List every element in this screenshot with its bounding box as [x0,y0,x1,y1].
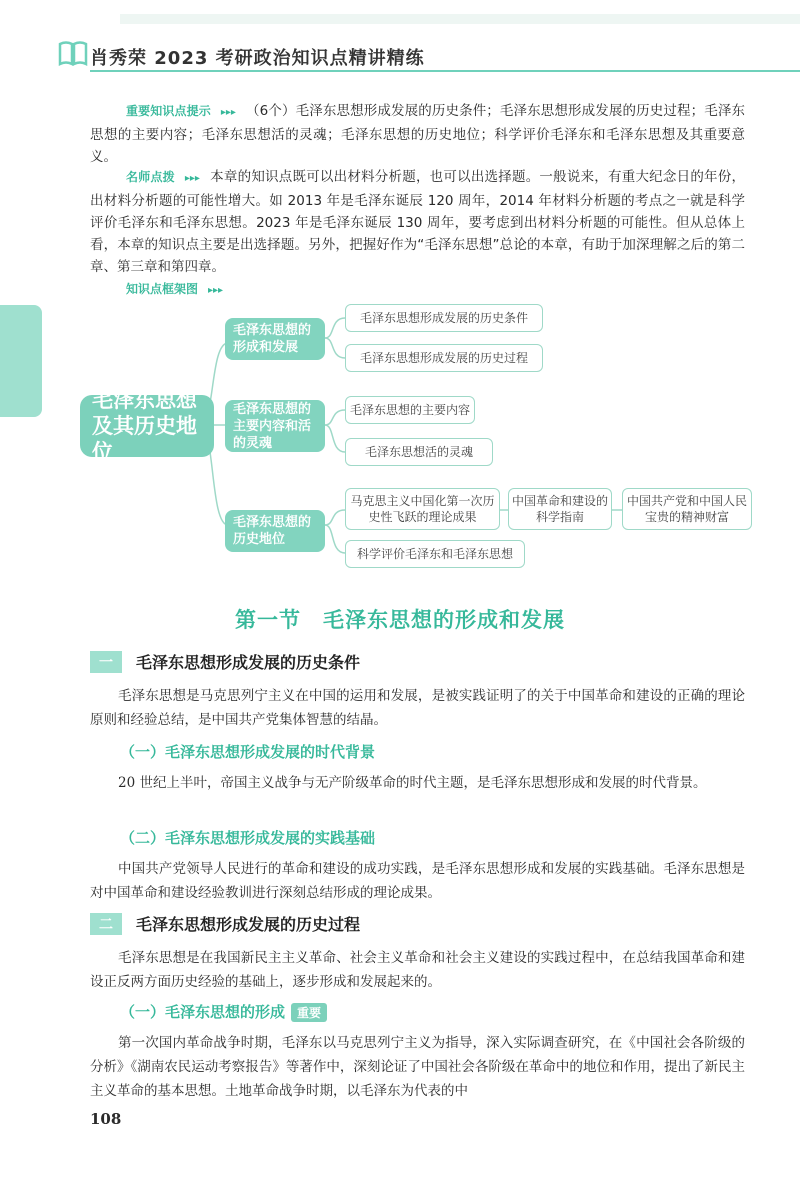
heading-text: 毛泽东思想形成发展的历史过程 [136,915,361,934]
framework-label: 知识点框架图 [126,282,199,296]
paragraph-era-background: 20 世纪上半叶，帝国主义战争与无产阶级革命的时代主题，是毛泽东思想形成和发展的时代背景。 [118,775,707,791]
mindmap-leaf-evaluation: 科学评价毛泽东和毛泽东思想 [345,540,525,568]
heading-historical-conditions [90,650,360,673]
teacher-tip-text: 本章的知识点既可以出材料分析题，也可以出选择题。一般说来，有重大纪念日的年份，出材料分析题的可能性增大。如 2013 年是毛泽东诞辰 120 周年，2014 年材料分析题的考点之一就是科学评价毛泽东和毛泽东思想。2023 年是毛泽东诞辰 130 周年，要考虑到出材料分析题的可能性。但从总体上看，本章的知识点主要是出选择题。另外，把握好作为“毛泽东思想”总论的本章，有助于加深理解之后的第二章、第三章和第四章。 [90,169,745,275]
mindmap-category-formation: 毛泽东思想的形成和发展 [225,318,325,360]
arrow-icon: ▸▸▸ [208,285,224,296]
arrow-icon: ▸▸▸ [184,173,200,184]
key-points-label: 重要知识点提示 [126,104,211,118]
mindmap-category-status: 毛泽东思想的历史地位 [225,510,325,552]
mindmap-root: 毛泽东思想及其历史地位 [80,395,214,457]
subheading-practical-basis: （二）毛泽东思想形成发展的实践基础 [120,829,376,847]
paragraph-definition: 毛泽东思想是马克思列宁主义在中国的运用和发展，是被实践证明了的关于中国革命和建设的正确的理论原则和经验总结，是中国共产党集体智慧的结晶。 [90,688,745,728]
mindmap-leaf-process: 毛泽东思想形成发展的历史过程 [345,344,543,372]
mindmap-leaf-conditions: 毛泽东思想形成发展的历史条件 [345,304,543,332]
heading-number: 二 [90,913,122,935]
page-number: 108 [90,1110,122,1128]
mindmap-leaf-spiritual-wealth: 中国共产党和中国人民宝贵的精神财富 [622,488,752,530]
paragraph-formation: 第一次国内革命战争时期，毛泽东以马克思列宁主义为指导，深入实际调查研究，在《中国社会各阶级的分析》《湖南农民运动考察报告》等著作中，深刻论证了中国社会各阶级在革命中的地位和作用，提出了新民主主义革命的基本思想。土地革命战争时期，以毛泽东为代表的中 [90,1035,745,1099]
subheading-formation-text: （一）毛泽东思想的形成 [120,1003,286,1021]
heading-text: 毛泽东思想形成发展的历史条件 [136,653,361,672]
mindmap-leaf-first-leap: 马克思主义中国化第一次历史性飞跃的理论成果 [345,488,500,530]
mindmap-leaf-main-content: 毛泽东思想的主要内容 [345,396,475,424]
subheading-formation [120,1001,327,1022]
heading-number: 一 [90,651,122,673]
paragraph-process: 毛泽东思想是在我国新民主主义革命、社会主义革命和社会主义建设的实践过程中，在总结我国革命和建设正反两方面历史经验的基础上，逐步形成和发展起来的。 [90,950,745,990]
section-title: 第一节 毛泽东思想的形成和发展 [235,608,565,632]
heading-historical-process [90,912,360,935]
header-title: 肖秀荣 2023 考研政治知识点精讲精练 [90,48,425,69]
paragraph-practical-basis: 中国共产党领导人民进行的革命和建设的成功实践，是毛泽东思想形成和发展的实践基础。毛泽东思想是对中国革命和建设经验教训进行深刻总结形成的理论成果。 [90,861,745,901]
mindmap-leaf-living-soul: 毛泽东思想活的灵魂 [345,438,493,466]
key-points-text: （6个）毛泽东思想形成发展的历史条件；毛泽东思想形成发展的历史过程；毛泽东思想的主要内容；毛泽东思想活的灵魂；毛泽东思想的历史地位；科学评价毛泽东和毛泽东思想及其重要意义。 [90,103,745,165]
important-badge: 重要 [291,1003,327,1022]
arrow-icon: ▸▸▸ [220,107,236,118]
teacher-tip-label: 名师点拨 [126,170,175,184]
subheading-era-background: （一）毛泽东思想形成发展的时代背景 [120,743,376,761]
mindmap-leaf-scientific-guide: 中国革命和建设的科学指南 [508,488,612,530]
mindmap-category-content: 毛泽东思想的主要内容和活的灵魂 [225,400,325,452]
